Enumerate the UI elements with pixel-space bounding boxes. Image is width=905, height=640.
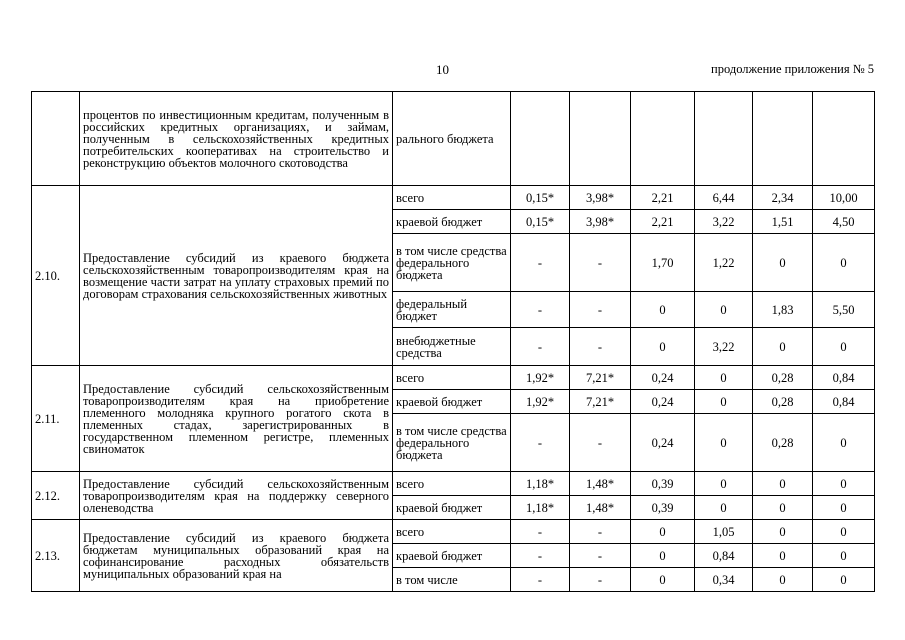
funding-source: федеральный бюджет (393, 292, 511, 328)
funding-source: краевой бюджет (393, 496, 511, 520)
value-cell: - (570, 292, 631, 328)
value-cell: 0 (753, 328, 813, 366)
value-cell: 0,84 (813, 366, 875, 390)
value-cell: - (511, 544, 570, 568)
value-cell: 0 (813, 544, 875, 568)
value-cell: 0 (695, 292, 753, 328)
value-cell: 1,51 (753, 210, 813, 234)
value-cell: - (570, 568, 631, 592)
table-row (32, 186, 875, 210)
funding-source: внебюджетные средства (393, 328, 511, 366)
row-number: 2.12. (32, 472, 80, 520)
value-cell: 2,34 (753, 186, 813, 210)
value-cell (511, 92, 570, 186)
value-cell (753, 92, 813, 186)
value-cell: 6,44 (695, 186, 753, 210)
value-cell: 0 (695, 414, 753, 472)
value-cell: 0,28 (753, 390, 813, 414)
value-cell: 0 (813, 234, 875, 292)
funding-source: рального бюджета (393, 92, 511, 186)
value-cell: 2,21 (631, 186, 695, 210)
table-row (32, 520, 875, 544)
value-cell: 0,39 (631, 496, 695, 520)
table-row (32, 92, 875, 186)
value-cell: 0 (753, 544, 813, 568)
value-cell: 7,21* (570, 366, 631, 390)
value-cell: 0 (813, 520, 875, 544)
value-cell: 0 (753, 520, 813, 544)
value-cell: 0 (753, 234, 813, 292)
row-number (32, 92, 80, 186)
value-cell: 0,39 (631, 472, 695, 496)
table-body (32, 92, 875, 592)
value-cell: 0,34 (695, 568, 753, 592)
funding-source: в том числе средства федерального бюджета (393, 234, 511, 292)
value-cell: 1,83 (753, 292, 813, 328)
value-cell (695, 92, 753, 186)
funding-source: всего (393, 366, 511, 390)
value-cell: 0 (695, 496, 753, 520)
funding-source: краевой бюджет (393, 210, 511, 234)
value-cell: 0,15* (511, 210, 570, 234)
value-cell: 1,22 (695, 234, 753, 292)
page-number: 10 (436, 62, 449, 77)
value-cell: 0 (631, 568, 695, 592)
value-cell (570, 92, 631, 186)
value-cell: 0 (631, 520, 695, 544)
value-cell: 0 (813, 472, 875, 496)
value-cell: - (511, 568, 570, 592)
value-cell: 0,84 (695, 544, 753, 568)
value-cell: 10,00 (813, 186, 875, 210)
value-cell: 3,22 (695, 328, 753, 366)
value-cell: 0,15* (511, 186, 570, 210)
value-cell: 1,05 (695, 520, 753, 544)
value-cell: 1,48* (570, 496, 631, 520)
funding-source: краевой бюджет (393, 390, 511, 414)
value-cell: 0 (753, 496, 813, 520)
value-cell: 1,18* (511, 496, 570, 520)
budget-table (31, 91, 875, 592)
value-cell: 1,48* (570, 472, 631, 496)
table-row (32, 366, 875, 390)
value-cell: 0 (753, 568, 813, 592)
funding-source: краевой бюджет (393, 544, 511, 568)
value-cell: 1,92* (511, 366, 570, 390)
value-cell: 0 (695, 472, 753, 496)
value-cell: 0 (753, 472, 813, 496)
value-cell: - (511, 328, 570, 366)
funding-source: всего (393, 186, 511, 210)
value-cell: 0 (813, 328, 875, 366)
value-cell: 1,92* (511, 390, 570, 414)
value-cell: 0 (813, 414, 875, 472)
value-cell: 0,24 (631, 390, 695, 414)
value-cell: 4,50 (813, 210, 875, 234)
row-description: процентов по инвестиционным кредитам, полученным в российских кредитных организациях, и займам, полученным в сельскохозяйственных кредитных потребительских кооперативах на строительство и реконструкцию объектов молочного скотоводства (80, 92, 393, 186)
value-cell: 0,84 (813, 390, 875, 414)
row-description: Предоставление субсидий из краевого бюджета бюджетам муниципальных образований края на софинансирование расходных обязательств муниципальных образований края на (80, 520, 393, 592)
value-cell: 2,21 (631, 210, 695, 234)
value-cell: - (570, 544, 631, 568)
value-cell: 0 (631, 328, 695, 366)
value-cell: 0 (631, 292, 695, 328)
funding-source: в том числе средства федерального бюджета (393, 414, 511, 472)
value-cell: 0,28 (753, 414, 813, 472)
row-description: Предоставление субсидий сельскохозяйственным товаропроизводителям края на поддержку северного оленеводства (80, 472, 393, 520)
value-cell: 1,18* (511, 472, 570, 496)
value-cell: 3,98* (570, 186, 631, 210)
value-cell: - (570, 234, 631, 292)
value-cell: 5,50 (813, 292, 875, 328)
value-cell: 0,28 (753, 366, 813, 390)
row-description: Предоставление субсидий из краевого бюджета сельскохозяйственным товаропроизводителям края на возмещение части затрат на уплату страховых премий по договорам страхования сельскохозяйственных животных (80, 186, 393, 366)
value-cell (813, 92, 875, 186)
appendix-note: продолжение приложения № 5 (711, 62, 874, 76)
value-cell: - (570, 520, 631, 544)
value-cell: 0 (695, 390, 753, 414)
table-row (32, 472, 875, 496)
value-cell: - (511, 292, 570, 328)
value-cell: - (511, 414, 570, 472)
funding-source: всего (393, 520, 511, 544)
row-description: Предоставление субсидий сельскохозяйственным товаропроизводителям края на приобретение племенного молодняка крупного рогатого скота в племенных стадах, зарегистрированных в государственном племенном регистре, племенных свиноматок (80, 366, 393, 472)
row-number: 2.11. (32, 366, 80, 472)
value-cell: - (570, 414, 631, 472)
row-number: 2.10. (32, 186, 80, 366)
value-cell: - (570, 328, 631, 366)
funding-source: всего (393, 472, 511, 496)
value-cell: 3,22 (695, 210, 753, 234)
value-cell: 3,98* (570, 210, 631, 234)
value-cell (631, 92, 695, 186)
funding-source: в том числе (393, 568, 511, 592)
value-cell: 0 (813, 568, 875, 592)
value-cell: 0,24 (631, 414, 695, 472)
value-cell: - (511, 234, 570, 292)
value-cell: 0 (631, 544, 695, 568)
value-cell: 1,70 (631, 234, 695, 292)
value-cell: 7,21* (570, 390, 631, 414)
value-cell: 0 (695, 366, 753, 390)
value-cell: - (511, 520, 570, 544)
value-cell: 0 (813, 496, 875, 520)
row-number: 2.13. (32, 520, 80, 592)
value-cell: 0,24 (631, 366, 695, 390)
